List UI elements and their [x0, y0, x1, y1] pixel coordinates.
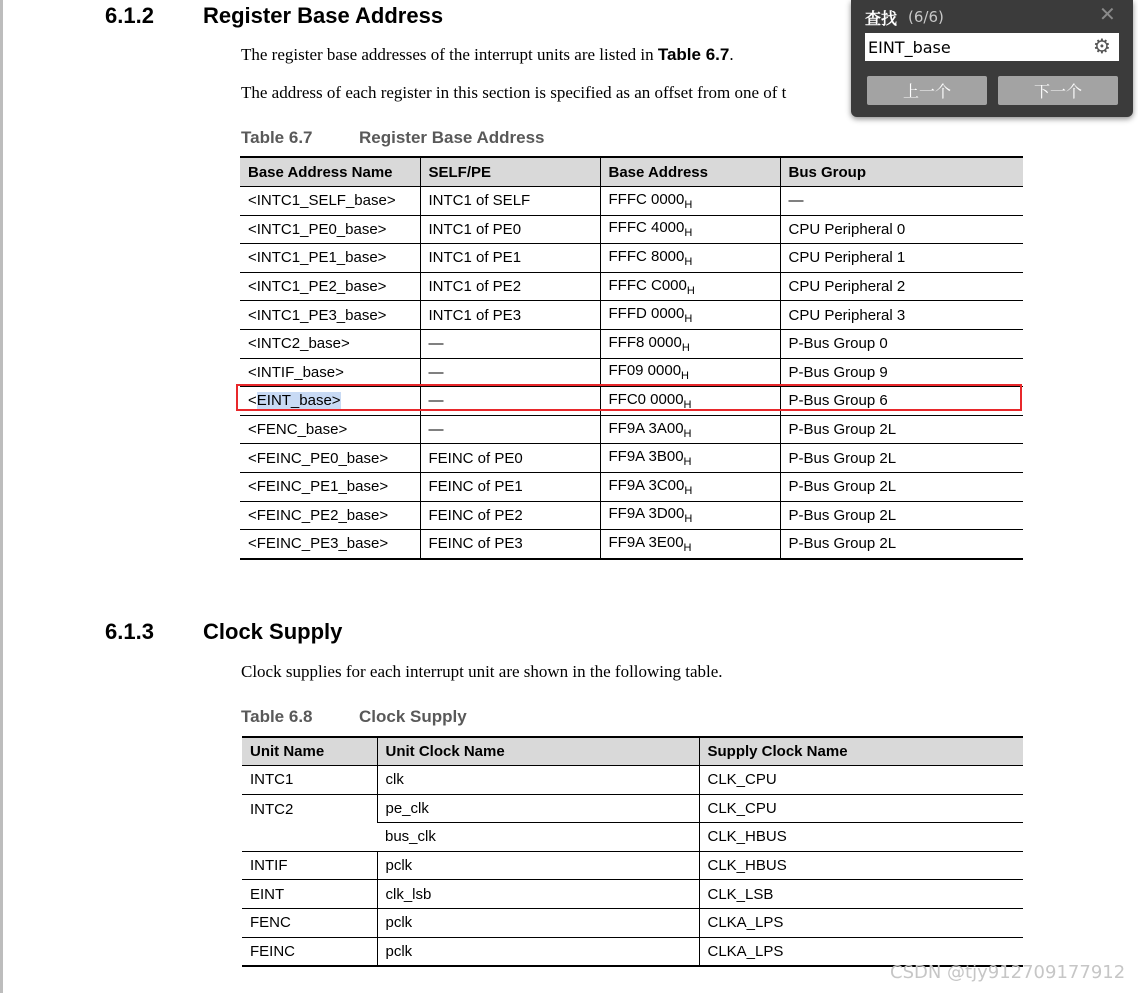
bus-group-cell: CPU Peripheral 0	[780, 215, 1023, 244]
supply-clock-cell: CLKA_LPS	[699, 937, 1023, 966]
self-pe-cell: FEINC of PE0	[420, 444, 600, 473]
column-header: Base Address	[600, 157, 780, 187]
hex-subscript: H	[683, 541, 692, 554]
supply-clock-cell: CLK_CPU	[699, 794, 1023, 823]
bus-group-cell: CPU Peripheral 3	[780, 301, 1023, 330]
bus-group-cell: P-Bus Group 2L	[780, 415, 1023, 444]
column-header: Bus Group	[780, 157, 1023, 187]
self-pe-cell: FEINC of PE1	[420, 472, 600, 501]
hex-subscript: H	[684, 484, 693, 497]
table-row	[240, 472, 1023, 501]
self-pe-cell: INTC1 of PE3	[420, 301, 600, 330]
bus-group-cell: P-Bus Group 2L	[780, 444, 1023, 473]
table-row	[240, 215, 1023, 244]
base-address-cell	[600, 187, 780, 216]
table-caption-number: Table 6.8	[241, 707, 313, 726]
self-pe-cell: —	[420, 387, 600, 416]
register-base-address-table	[240, 156, 1023, 560]
paragraph: The address of each register in this section is specified as an offset from one of t	[241, 83, 787, 102]
table-row	[240, 444, 1023, 473]
address-value: FFFC C000	[608, 276, 687, 294]
table-row	[240, 530, 1023, 559]
unit-name-cell: EINT	[242, 880, 377, 909]
hex-subscript: H	[681, 370, 689, 383]
section-number: 6.1.3	[105, 619, 154, 644]
paragraph	[241, 45, 734, 65]
base-address-name-cell: <FEINC_PE0_base>	[240, 444, 420, 473]
base-address-name-cell: <FEINC_PE2_base>	[240, 501, 420, 530]
hex-subscript: H	[684, 313, 693, 326]
base-address-name-cell: <INTC1_PE3_base>	[240, 301, 420, 330]
search-match-box	[236, 384, 1022, 411]
address-value: FF9A 3D00	[608, 505, 685, 523]
name-prefix: <	[248, 392, 257, 410]
address-value: FFFC 8000	[608, 247, 685, 265]
base-address-cell	[600, 444, 780, 473]
address-value: FF09 0000	[608, 362, 682, 380]
base-address-cell	[600, 501, 780, 530]
column-header: Unit Name	[242, 737, 377, 766]
hex-subscript: H	[683, 427, 692, 440]
hex-subscript: H	[684, 513, 693, 526]
find-match-count: (6/6)	[908, 8, 944, 26]
bus-group-cell: CPU Peripheral 1	[780, 244, 1023, 273]
table-row	[242, 794, 1023, 823]
table-caption-number: Table 6.7	[241, 128, 313, 147]
table-row	[240, 358, 1023, 387]
address-value: FFC0 0000	[608, 390, 684, 408]
table-row	[240, 415, 1023, 444]
supply-clock-cell: CLKA_LPS	[699, 908, 1023, 937]
watermark: CSDN @tjy912709177912	[890, 962, 1126, 983]
base-address-name-cell: <INTC1_PE2_base>	[240, 272, 420, 301]
address-value: FF9A 3A00	[608, 419, 684, 437]
unit-name-cell: INTC1	[242, 766, 377, 795]
table-row	[240, 187, 1023, 216]
table-row	[242, 880, 1023, 909]
search-match-highlight: EINT_base>	[256, 392, 341, 410]
address-value: FFFD 0000	[608, 305, 685, 323]
base-address-cell	[600, 215, 780, 244]
gear-icon[interactable]: ⚙	[1093, 34, 1111, 58]
unit-name-cell: FENC	[242, 908, 377, 937]
find-panel	[851, 0, 1133, 117]
section-number: 6.1.2	[105, 3, 154, 28]
base-address-cell	[600, 272, 780, 301]
base-address-name-cell: <INTC2_base>	[240, 329, 420, 358]
address-value: FF9A 3B00	[608, 448, 684, 466]
supply-clock-cell: CLK_HBUS	[699, 851, 1023, 880]
unit-clock-cell: clk	[377, 766, 699, 795]
base-address-name-cell: <FEINC_PE3_base>	[248, 535, 389, 553]
page-left-border	[0, 0, 3, 993]
unit-name-cell: INTC2	[242, 794, 377, 851]
base-address-name-cell: <INTIF_base>	[240, 358, 420, 387]
base-address-name-cell: <INTC1_PE1_base>	[240, 244, 420, 273]
paragraph-text: The register base addresses of the interrupt units are listed in	[241, 45, 658, 64]
previous-match-button[interactable]: 上一个	[867, 76, 987, 105]
hex-subscript: H	[686, 284, 695, 297]
table-row	[240, 244, 1023, 273]
unit-name-cell: FEINC	[250, 942, 295, 960]
table-row	[240, 301, 1023, 330]
table-row	[242, 908, 1023, 937]
self-pe-cell: INTC1 of PE1	[420, 244, 600, 273]
base-address-cell	[600, 244, 780, 273]
base-address-cell	[600, 472, 780, 501]
supply-clock-cell: CLK_HBUS	[699, 823, 1023, 852]
hex-subscript: H	[684, 227, 693, 240]
close-icon[interactable]: ✕	[1099, 2, 1116, 26]
paragraph: Clock supplies for each interrupt unit are shown in the following table.	[241, 662, 723, 681]
table-reference-link[interactable]: Table 6.7	[657, 45, 730, 64]
self-pe-cell: FEINC of PE2	[420, 501, 600, 530]
base-address-name-cell: <INTC1_PE0_base>	[240, 215, 420, 244]
table-row	[240, 329, 1023, 358]
table-caption-title: Register Base Address	[359, 128, 545, 147]
hex-subscript: H	[683, 456, 692, 469]
table-row	[240, 272, 1023, 301]
column-header: SELF/PE	[420, 157, 600, 187]
unit-clock-cell: pclk	[377, 937, 699, 966]
address-value: FFF8 0000	[608, 333, 682, 351]
base-address-name-cell: <FEINC_PE1_base>	[240, 472, 420, 501]
unit-clock-cell: pclk	[377, 908, 699, 937]
unit-clock-cell: pe_clk	[377, 794, 699, 823]
find-title: 查找	[865, 9, 898, 28]
unit-clock-cell: bus_clk	[377, 823, 699, 852]
unit-clock-cell: clk_lsb	[377, 880, 699, 909]
base-address-name-cell: <FENC_base>	[240, 415, 420, 444]
bus-group-cell: P-Bus Group 6	[780, 387, 1023, 416]
base-address-name-cell: <INTC1_SELF_base>	[240, 187, 420, 216]
address-value: FF9A 3E00	[608, 533, 684, 551]
table-caption-title: Clock Supply	[359, 707, 467, 726]
section-title: Clock Supply	[203, 619, 343, 644]
unit-name-cell: INTIF	[242, 851, 377, 880]
table-row	[242, 851, 1023, 880]
self-pe-cell: INTC1 of PE0	[420, 215, 600, 244]
bus-group-cell: P-Bus Group 2L	[780, 530, 1023, 559]
section-title: Register Base Address	[203, 3, 444, 28]
column-header: Base Address Name	[240, 157, 420, 187]
hex-subscript: H	[681, 341, 690, 354]
bus-group-cell: P-Bus Group 2L	[780, 472, 1023, 501]
base-address-cell	[600, 301, 780, 330]
table-row	[242, 766, 1023, 795]
column-header: Unit Clock Name	[377, 737, 699, 766]
self-pe-cell: INTC1 of PE2	[420, 272, 600, 301]
unit-clock-cell: pclk	[377, 851, 699, 880]
self-pe-cell: FEINC of PE3	[420, 530, 600, 559]
self-pe-cell: —	[420, 358, 600, 387]
paragraph-period: .	[729, 45, 734, 64]
self-pe-cell: —	[420, 415, 600, 444]
clock-supply-table	[242, 736, 1023, 967]
next-match-button[interactable]: 下一个	[998, 76, 1118, 105]
self-pe-cell: INTC1 of SELF	[420, 187, 600, 216]
table-header-row	[240, 157, 1023, 187]
column-header: Supply Clock Name	[699, 737, 1023, 766]
bus-group-cell: —	[780, 187, 1023, 216]
hex-subscript: H	[684, 255, 693, 268]
address-value: FF9A 3C00	[608, 476, 685, 494]
supply-clock-cell: CLK_LSB	[699, 880, 1023, 909]
bus-group-cell: CPU Peripheral 2	[780, 272, 1023, 301]
address-value: FFFC 0000	[608, 190, 685, 208]
base-address-cell	[600, 358, 780, 387]
supply-clock-cell: CLK_CPU	[699, 766, 1023, 795]
table-header-row	[242, 737, 1023, 766]
table-row	[240, 501, 1023, 530]
hex-subscript: H	[684, 198, 693, 211]
hex-subscript: H	[683, 398, 692, 411]
find-input[interactable]	[865, 33, 1119, 61]
address-value: FFFC 4000	[608, 219, 685, 237]
bus-group-cell: P-Bus Group 2L	[780, 501, 1023, 530]
bus-group-cell: P-Bus Group 9	[780, 358, 1023, 387]
self-pe-cell: —	[420, 329, 600, 358]
bus-group-cell: P-Bus Group 0	[780, 329, 1023, 358]
base-address-cell	[600, 530, 780, 559]
base-address-cell	[600, 415, 780, 444]
base-address-cell	[600, 329, 780, 358]
